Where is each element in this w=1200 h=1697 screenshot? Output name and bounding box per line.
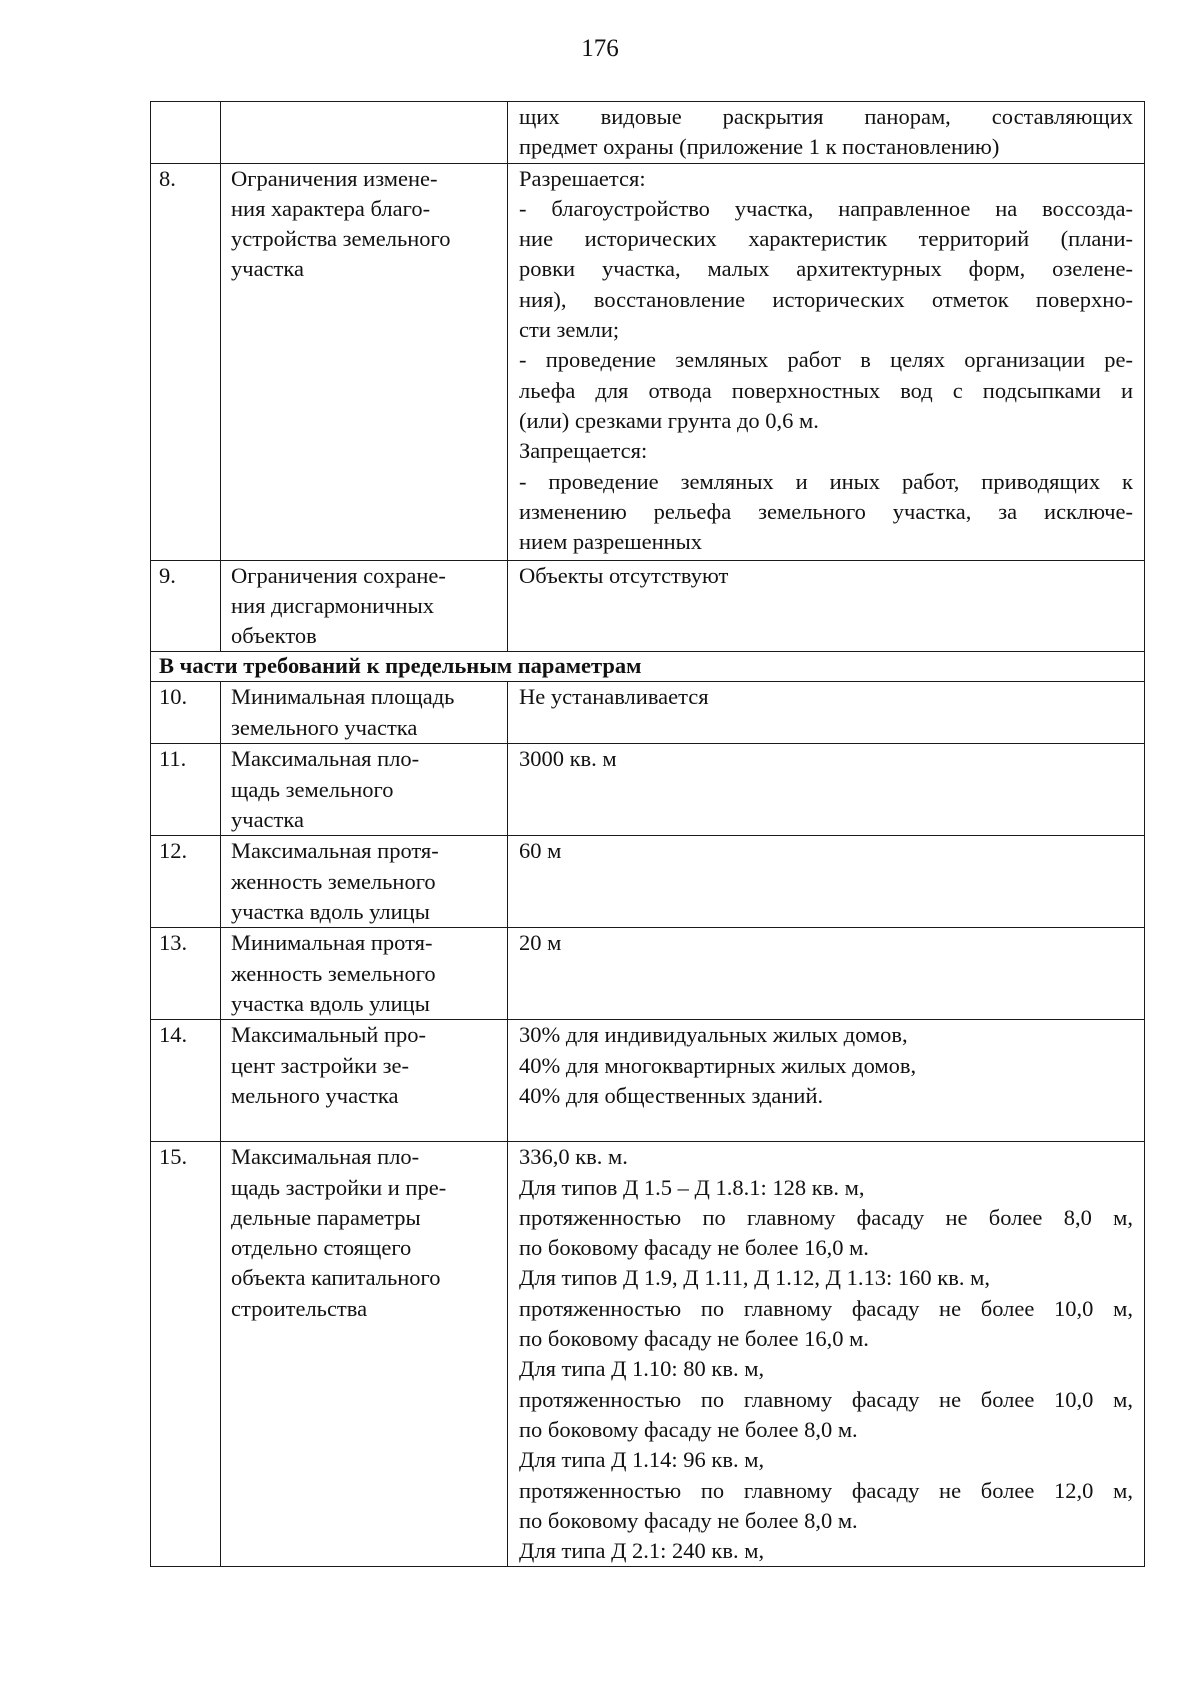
parameter-name: [221, 682, 508, 744]
cell-line: женность земельного: [231, 960, 436, 986]
cell-line: (или) срезками грунта до 0,6 м.: [519, 407, 819, 433]
table-row: [151, 1142, 1145, 1567]
section-heading: В части требований к предельным параметрам: [151, 652, 1145, 682]
cell-line: участка вдоль улицы: [231, 899, 430, 925]
cell-line: Ограничения сохране-: [231, 562, 446, 588]
cell-line: протяженностью по главному фасаду не более 12,0 м,: [519, 1477, 1133, 1503]
parameter-name: [221, 1020, 508, 1142]
cell-line: ровки участка, малых архитектурных форм, озелене-: [519, 256, 1133, 282]
cell-line: цент застройки зе-: [231, 1052, 410, 1078]
cell-line: Минимальная площадь: [231, 684, 455, 710]
parameter-value: [508, 163, 1145, 560]
cell-line: щих видовые раскрытия панорам, составляющих: [519, 104, 1133, 129]
cell-line: Максимальный про-: [231, 1022, 427, 1048]
parameter-value: [508, 1142, 1145, 1567]
parameter-name: [221, 163, 508, 560]
cell-line: устройства земельного: [231, 226, 451, 252]
cell-line: по боковому фасаду не более 16,0 м.: [519, 1326, 869, 1352]
cell-line: - проведение земляных и иных работ, приводящих к: [519, 468, 1133, 494]
cell-line: нием разрешенных: [519, 529, 703, 555]
cell-line: Минимальная протя-: [231, 930, 433, 956]
row-number: [151, 102, 221, 164]
cell-line: - благоустройство участка, направленное на воссозда-: [519, 195, 1133, 221]
cell-line: Для типов Д 1.5 – Д 1.8.1: 128 кв. м,: [519, 1174, 865, 1200]
cell-line: объектов: [231, 623, 317, 649]
cell-line: Объекты отсутствуют: [519, 562, 729, 588]
row-number: 12.: [151, 836, 221, 928]
cell-line: дельные параметры: [231, 1204, 421, 1230]
cell-line: женность земельного: [231, 868, 436, 894]
cell-line: Для типа Д 1.14: 96 кв. м,: [519, 1447, 765, 1473]
parameter-value: [508, 928, 1145, 1020]
cell-line: 40% для многоквартирных жилых домов,: [519, 1052, 917, 1078]
parameter-value: [508, 560, 1145, 652]
cell-line: щадь земельного: [231, 776, 394, 802]
parameter-value: [508, 682, 1145, 744]
cell-line: по боковому фасаду не более 8,0 м.: [519, 1416, 858, 1442]
row-number: 10.: [151, 682, 221, 744]
cell-line: ния дисгармоничных: [231, 592, 434, 618]
cell-line: по боковому фасаду не более 16,0 м.: [519, 1235, 869, 1261]
row-number: 9.: [151, 560, 221, 652]
cell-line: земельного участка: [231, 714, 418, 740]
cell-line: 40% для общественных зданий.: [519, 1082, 824, 1108]
cell-line: Для типа Д 2.1: 240 кв. м,: [519, 1538, 765, 1564]
cell-line: - проведение земляных работ в целях организации ре-: [519, 347, 1133, 373]
cell-line: 60 м: [519, 838, 562, 864]
cell-line: сти земли;: [519, 317, 620, 343]
parameter-name: [221, 836, 508, 928]
cell-line: протяженностью по главному фасаду не более 10,0 м,: [519, 1295, 1133, 1321]
table-row: [151, 744, 1145, 836]
cell-line: Разрешается:: [519, 165, 646, 191]
cell-line: мельного участка: [231, 1082, 399, 1108]
cell-line: строительства: [231, 1295, 368, 1321]
cell-line: ния характера благо-: [231, 195, 431, 221]
cell-line: участка: [231, 256, 304, 282]
parameter-value: [508, 836, 1145, 928]
row-number: 14.: [151, 1020, 221, 1142]
cell-line: протяженностью по главному фасаду не более 10,0 м,: [519, 1386, 1133, 1412]
table-row: [151, 928, 1145, 1020]
cell-line: 20 м: [519, 930, 562, 956]
table-row: [151, 682, 1145, 744]
cell-line: по боковому фасаду не более 8,0 м.: [519, 1507, 858, 1533]
cell-line: объекта капитального: [231, 1265, 441, 1291]
cell-line: участка: [231, 807, 304, 833]
cell-line: Максимальная пло-: [231, 1144, 420, 1170]
table-row: [151, 560, 1145, 652]
table-row: [151, 1020, 1145, 1142]
cell-line: Не устанавливается: [519, 684, 709, 710]
cell-line: изменению рельефа земельного участка, за исключе-: [519, 498, 1133, 524]
parameter-value: [508, 1020, 1145, 1142]
requirements-table: [150, 101, 1145, 1567]
row-number: 11.: [151, 744, 221, 836]
cell-line: щадь застройки и пре-: [231, 1174, 447, 1200]
parameter-name: [221, 744, 508, 836]
cell-line: Для типа Д 1.10: 80 кв. м,: [519, 1356, 765, 1382]
cell-line: Ограничения измене-: [231, 165, 438, 191]
cell-line: льефа для отвода поверхностных вод с подсыпками и: [519, 377, 1133, 403]
table-row-continuation: [151, 102, 1145, 164]
cell-line: протяженностью по главному фасаду не более 8,0 м,: [519, 1204, 1133, 1230]
parameter-value: [508, 744, 1145, 836]
cell-line: Максимальная протя-: [231, 838, 439, 864]
row-number: 15.: [151, 1142, 221, 1567]
cell-line: ние исторических характеристик территорий (плани-: [519, 226, 1133, 252]
parameter-name: [221, 102, 508, 164]
page-number: 176: [581, 35, 619, 62]
parameter-name: [221, 928, 508, 1020]
cell-line: 30% для индивидуальных жилых домов,: [519, 1022, 908, 1048]
cell-line: 3000 кв. м: [519, 746, 617, 772]
cell-line: Запрещается:: [519, 438, 648, 464]
cell-line: Для типов Д 1.9, Д 1.11, Д 1.12, Д 1.13: 160 кв. м,: [519, 1265, 990, 1291]
row-number: 8.: [151, 163, 221, 560]
section-heading-row: [151, 652, 1145, 682]
cell-line: предмет охраны (приложение 1 к постановлению): [519, 134, 1000, 160]
cell-line: Максимальная пло-: [231, 746, 420, 772]
cell-line: 336,0 кв. м.: [519, 1144, 628, 1170]
parameter-name: [221, 560, 508, 652]
cell-line: ния), восстановление исторических отметок поверхно-: [519, 286, 1133, 312]
table-row: [151, 836, 1145, 928]
cell-line: отдельно стоящего: [231, 1235, 412, 1261]
parameter-name: [221, 1142, 508, 1567]
cell-line: участка вдоль улицы: [231, 990, 430, 1016]
row-number: 13.: [151, 928, 221, 1020]
parameter-value: [508, 102, 1145, 164]
table-row: [151, 163, 1145, 560]
